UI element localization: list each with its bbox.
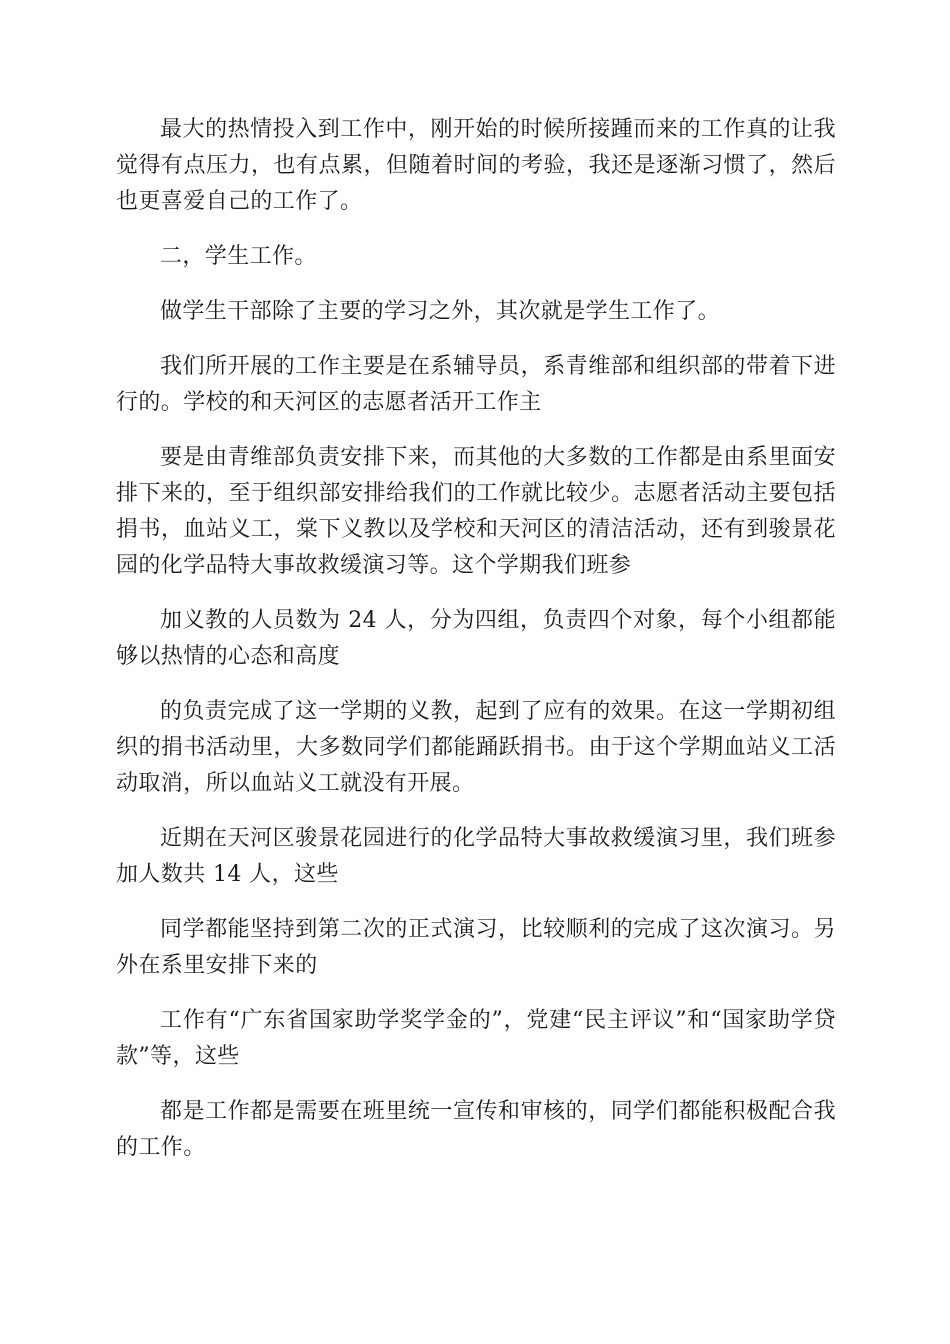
paragraph-10: 工作有“广东省国家助学奖学金的”，党建“民主评议”和“国家助学贷款”等，这些 — [116, 1008, 836, 1069]
paragraph-7: 的负责完成了这一学期的义教，起到了应有的效果。在这一学期初组织的捐书活动里，大多数同学们都能踊跃捐书。由于这个学期血站义工活动取消，所以血站义工就没有开展。 — [116, 699, 836, 796]
paragraph-6: 加义教的人员数为 24 人，分为四组，负责四个对象，每个小组都能够以热情的心态和高度 — [116, 608, 836, 669]
paragraph-5: 要是由青维部负责安排下来，而其他的大多数的工作都是由系里面安排下来的，至于组织部安排给我们的工作就比较少。志愿者活动主要包括捐书，血站义工，棠下义教以及学校和天河区的清洁活动，还有到骏景花园的化学品特大事故救缓演习等。这个学期我们班参 — [116, 445, 836, 578]
paragraph-2-section-heading: 二，学生工作。 — [160, 244, 317, 269]
paragraph-8: 近期在天河区骏景花园进行的化学品特大事故救缓演习里，我们班参加人数共 14 人，这些 — [116, 826, 836, 887]
paragraph-1: 最大的热情投入到工作中，刚开始的时候所接踵而来的工作真的让我觉得有点压力，也有点累，但随着时间的考验，我还是逐渐习惯了，然后也更喜爱自己的工作了。 — [116, 117, 836, 214]
paragraph-4: 我们所开展的工作主要是在系辅导员，系青维部和组织部的带着下进行的。学校的和天河区的志愿者活开工作主 — [116, 354, 836, 415]
paragraph-3: 做学生干部除了主要的学习之外，其次就是学生工作了。 — [160, 299, 721, 324]
paragraph-11: 都是工作都是需要在班里统一宣传和审核的，同学们都能积极配合我的工作。 — [116, 1099, 836, 1160]
document-body — [116, 112, 836, 1185]
paragraph-9: 同学都能坚持到第二次的正式演习，比较顺利的完成了这次演习。另外在系里安排下来的 — [116, 917, 836, 978]
